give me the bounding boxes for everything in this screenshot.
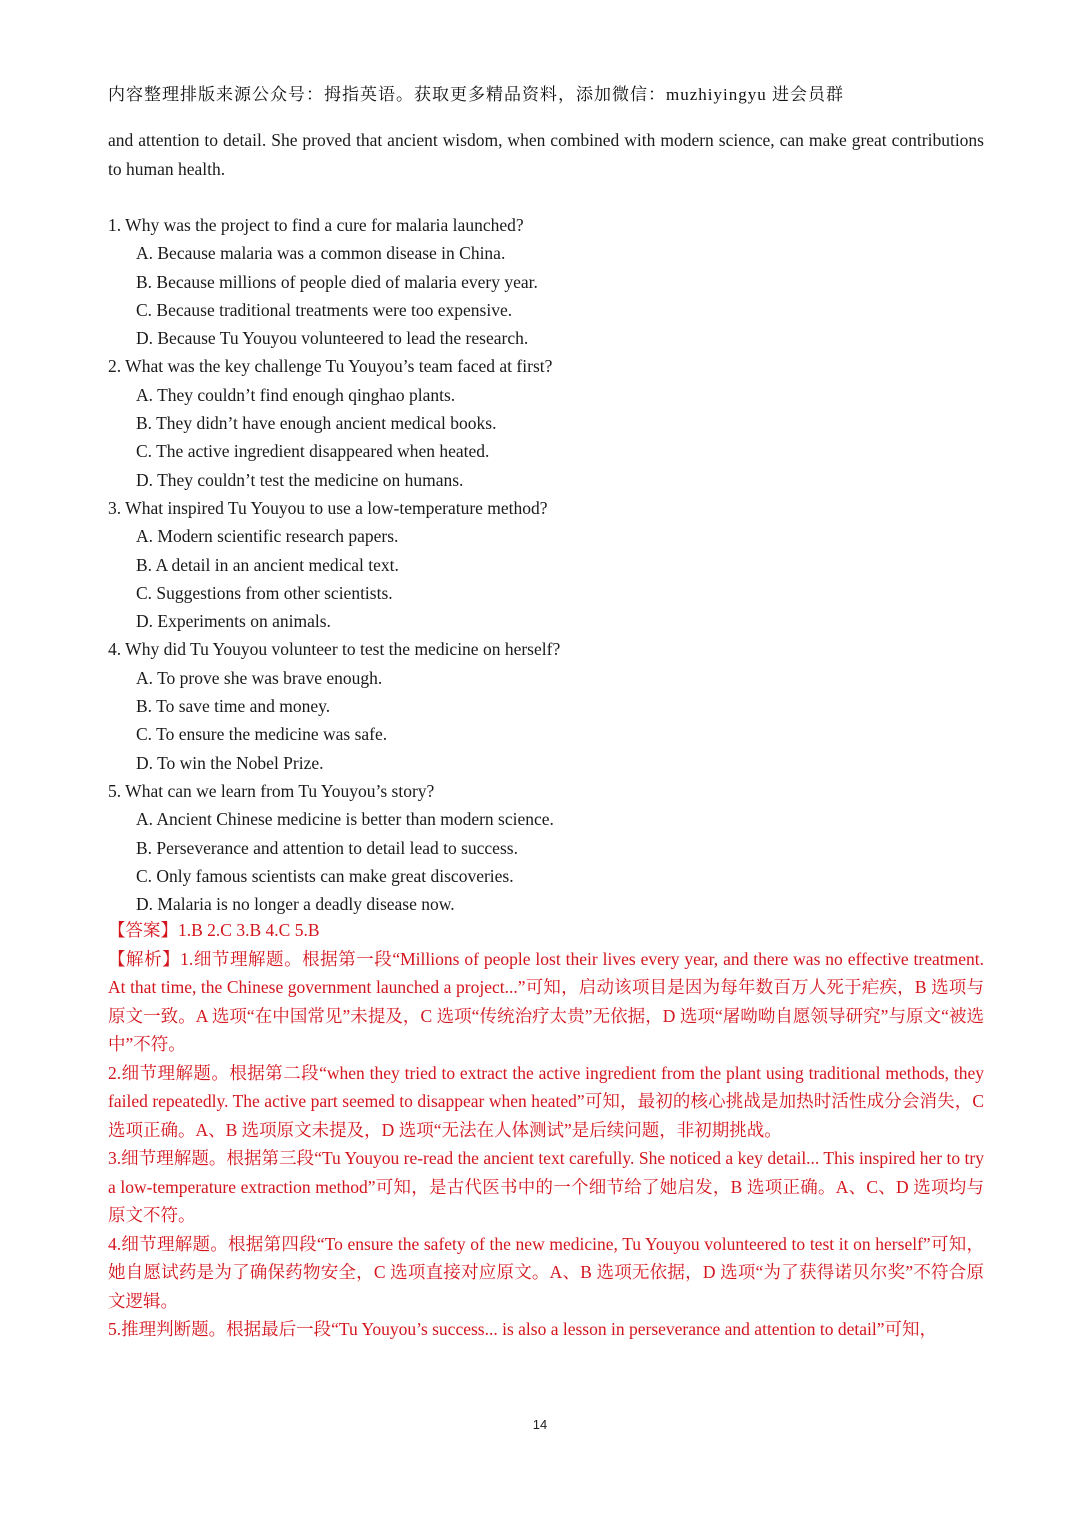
analysis-3: 3.细节理解题。根据第三段“Tu Youyou re-read the ancient text carefully. She noticed a key detail... This inspired her to try a low-temperature extraction method”可知，是古代医书中的一个细节给了她启发，B 选项正确。A、C、D 选项均与原文不符。 (108, 1148, 984, 1225)
option-b: B. A detail in an ancient medical text. (136, 554, 399, 575)
option-d: D. To win the Nobel Prize. (136, 752, 324, 773)
question-stem: 5. What can we learn from Tu Youyou’s story? (108, 780, 435, 801)
option-c: C. Suggestions from other scientists. (136, 582, 393, 603)
option-a: A. Because malaria was a common disease in China. (136, 243, 506, 264)
option-a: A. Ancient Chinese medicine is better than modern science. (136, 809, 554, 830)
question-stem: 2. What was the key challenge Tu Youyou’s team faced at first? (108, 356, 553, 377)
question-stem: 4. Why did Tu Youyou volunteer to test the medicine on herself? (108, 639, 561, 660)
answer-section (108, 916, 984, 1344)
option-a: A. They couldn’t find enough qinghao plants. (136, 384, 456, 405)
option-c: C. The active ingredient disappeared when heated. (136, 441, 490, 462)
option-c: C. Because traditional treatments were too expensive. (136, 299, 513, 320)
question-list (108, 211, 984, 918)
option-c: C. Only famous scientists can make great discoveries. (136, 865, 514, 886)
option-b: B. To save time and money. (136, 696, 331, 717)
analysis-1: 【解析】1.细节理解题。根据第一段“Millions of people lost their lives every year, and there was no effective treatment. At that time, the Chinese government launched a project...”可知，启动该项目是因为每年数百万人死于疟疾，B 选项与原文一致。A 选项“在中国常见”未提及，C 选项“传统治疗太贵”无依据，D 选项“屠呦呦自愿领导研究”与原文“被选中”不符。 (108, 948, 984, 1054)
option-a: A. To prove she was brave enough. (136, 667, 383, 688)
option-d: D. They couldn’t test the medicine on humans. (136, 469, 464, 490)
option-b: B. Because millions of people died of malaria every year. (136, 271, 538, 292)
analysis-4: 4.细节理解题。根据第四段“To ensure the safety of the new medicine, Tu Youyou volunteered to test it on herself”可知，她自愿试药是为了确保药物安全，C 选项直接对应原文。A、B 选项无依据，D 选项“为了获得诺贝尔奖”不符合原文逻辑。 (108, 1233, 984, 1311)
question-stem: 1. Why was the project to find a cure for malaria launched? (108, 215, 524, 235)
question-4 (108, 635, 984, 776)
page-number: 14 (532, 1417, 548, 1432)
question-3 (108, 494, 984, 635)
option-a: A. Modern scientific research papers. (136, 526, 399, 547)
question-5 (108, 777, 984, 918)
passage-ending: and attention to detail. She proved that ancient wisdom, when combined with modern science, can make great contributions to human health. (108, 130, 984, 179)
answer-key: 【答案】1.B 2.C 3.B 4.C 5.B (108, 920, 320, 940)
question-2 (108, 352, 984, 493)
option-d: D. Experiments on animals. (136, 611, 331, 632)
option-b: B. Perseverance and attention to detail lead to success. (136, 837, 518, 858)
option-c: C. To ensure the medicine was safe. (136, 724, 388, 745)
option-b: B. They didn’t have enough ancient medical books. (136, 413, 497, 434)
option-d: D. Because Tu Youyou volunteered to lead the research. (136, 328, 529, 349)
page-header: 内容整理排版来源公众号：拇指英语。获取更多精品资料，添加微信：muzhiyingyu 进会员群 (108, 85, 844, 104)
analysis-5: 5.推理判断题。根据最后一段“Tu Youyou’s success... is also a lesson in perseverance and attention to detail”可知， (108, 1319, 938, 1339)
question-1 (108, 211, 984, 352)
option-d: D. Malaria is no longer a deadly disease now. (136, 894, 455, 915)
question-stem: 3. What inspired Tu Youyou to use a low-temperature method? (108, 497, 548, 518)
analysis-2: 2.细节理解题。根据第二段“when they tried to extract the active ingredient from the plant using traditional methods, they failed repeatedly. The active part seemed to disappear when heated”可知，最初的核心挑战是加热时活性成分会消失，C 选项正确。A、B 选项原文未提及，D 选项“无法在人体测试”是后续问题，非初期挑战。 (108, 1062, 984, 1140)
